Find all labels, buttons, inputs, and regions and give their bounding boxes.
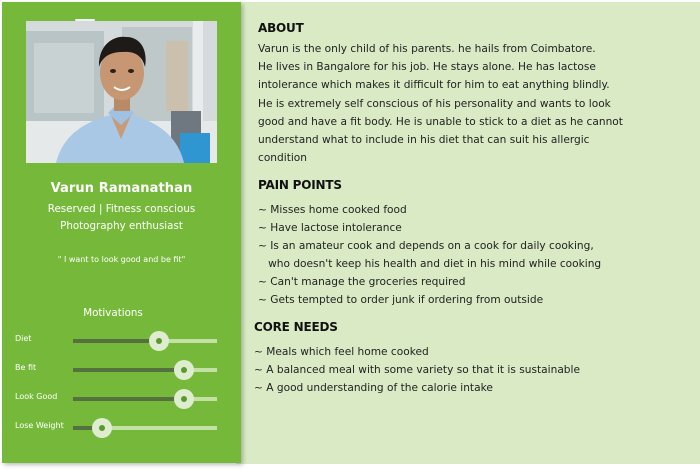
- profile-panel: [2, 2, 241, 463]
- pain-points-heading: PAIN POINTS: [258, 178, 342, 192]
- slider-label: Be fit: [15, 363, 37, 372]
- pain-point-item: ~ Have lactose intolerance: [258, 222, 402, 234]
- core-need-item: ~ A good understanding of the calorie intake: [254, 382, 493, 394]
- persona-traits: [2, 201, 241, 235]
- traits-line-2: Photography enthusiast: [60, 220, 183, 232]
- about-line: intolerance which makes it difficult for him to eat anything blindly.: [258, 79, 610, 92]
- slider-thumb[interactable]: [174, 360, 194, 380]
- slider-label: Diet: [15, 334, 32, 343]
- core-need-item: ~ A balanced meal with some variety so that it is sustainable: [254, 364, 580, 376]
- slider-fill: [73, 339, 159, 343]
- about-line: good and have a fit body. He is unable to stick to a diet as he cannot: [258, 115, 623, 128]
- slider-thumb[interactable]: [149, 331, 169, 351]
- slider-label: Look Good: [15, 392, 58, 401]
- about-line: Varun is the only child of his parents. he hails from Coimbatore.: [258, 43, 596, 55]
- slider-thumb[interactable]: [174, 389, 194, 409]
- motivation-slider-diet: [2, 331, 241, 351]
- profile-photo: [26, 21, 217, 163]
- core-needs-heading: CORE NEEDS: [254, 320, 338, 334]
- motivations-heading: Motivations: [83, 307, 143, 319]
- slider-track[interactable]: [73, 397, 217, 401]
- slider-track[interactable]: [73, 368, 217, 372]
- pain-point-item: ~ Gets tempted to order junk if ordering from outside: [258, 294, 544, 306]
- person-photo-illustration: [26, 21, 217, 163]
- slider-fill: [73, 368, 184, 372]
- pain-point-item: ~ Can't manage the groceries required: [258, 276, 466, 288]
- about-line: condition: [258, 152, 307, 165]
- motivation-slider-be-fit: [2, 360, 241, 380]
- about-text: [258, 40, 688, 167]
- core-need-item: ~ Meals which feel home cooked: [254, 346, 429, 358]
- pain-point-item: who doesn't keep his health and diet in his mind while cooking: [258, 258, 602, 270]
- pain-points-list: [258, 201, 601, 309]
- slider-track[interactable]: [73, 426, 217, 430]
- slider-track[interactable]: [73, 339, 217, 343]
- slider-label: Lose Weight: [15, 421, 64, 430]
- pain-point-item: ~ Is an amateur cook and depends on a cook for daily cooking,: [258, 240, 594, 252]
- slider-fill: [73, 397, 184, 401]
- core-needs-list: [254, 343, 580, 397]
- slider-thumb[interactable]: [92, 418, 112, 438]
- about-line: He is extremely self conscious of his personality and wants to look: [258, 97, 611, 110]
- about-heading: ABOUT: [258, 21, 304, 35]
- traits-line-1: Reserved | Fitness conscious: [47, 203, 196, 215]
- persona-name: Varun Ramanathan: [50, 181, 193, 196]
- motivation-slider-lose-weight: [2, 418, 241, 438]
- about-line: understand what to include in his diet that can suit his allergic: [258, 134, 590, 147]
- motivation-slider-look-good: [2, 389, 241, 409]
- pain-point-item: ~ Misses home cooked food: [258, 204, 407, 216]
- about-line: He lives in Bangalore for his job. He stays alone. He has lactose: [258, 61, 596, 74]
- persona-quote: " I want to look good and be fit": [57, 255, 186, 264]
